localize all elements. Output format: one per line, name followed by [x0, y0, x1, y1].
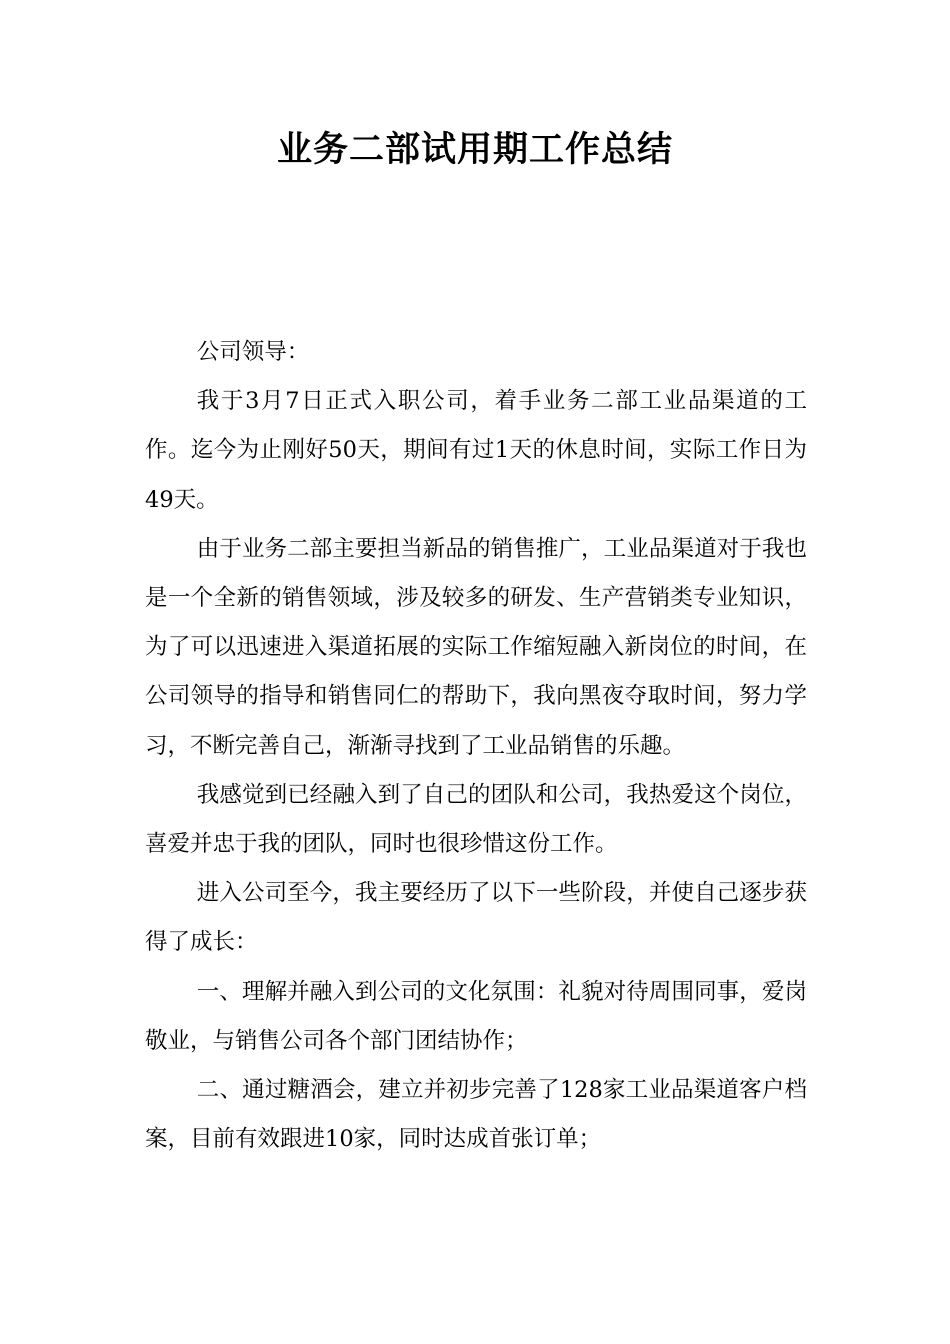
salutation: 公司领导：	[196, 339, 310, 365]
paragraph-team: 我感觉到已经融入到了自己的团队和公司，我热爱这个岗位，喜爱并忠于我的团队，同时也很珍惜这份工作。	[145, 781, 807, 858]
paragraph-learning: 由于业务二部主要担当新品的销售推广，工业品渠道对于我也是一个全新的销售领域，涉及较多的研发、生产营销类专业知识，为了可以迅速进入渠道拓展的实际工作缩短融入新岗位的时间，在公司领导的指导和销售同仁的帮助下，我向黑夜夺取时间，努力学习，不断完善自己，渐渐寻找到了工业品销售的乐趣。	[145, 535, 807, 759]
document-body	[145, 328, 807, 1164]
paragraph-stage-one: 一、理解并融入到公司的文化氛围：礼貌对待周围同事，爱岗敬业，与销售公司各个部门团结协作；	[145, 978, 807, 1054]
paragraph-stage-two: 二、通过糖酒会，建立并初步完善了128家工业品渠道客户档案，目前有效跟进10家，同时达成首张订单；	[145, 1077, 807, 1153]
document-title: 业务二部试用期工作总结	[276, 130, 673, 170]
paragraph-entry-date: 我于3月7日正式入职公司，着手业务二部工业品渠道的工作。迄今为止刚好50天，期间有过1天的休息时间，实际工作日为49天。	[145, 388, 807, 513]
paragraph-stages-intro: 进入公司至今，我主要经历了以下一些阶段，并使自己逐步获得了成长：	[145, 880, 807, 956]
